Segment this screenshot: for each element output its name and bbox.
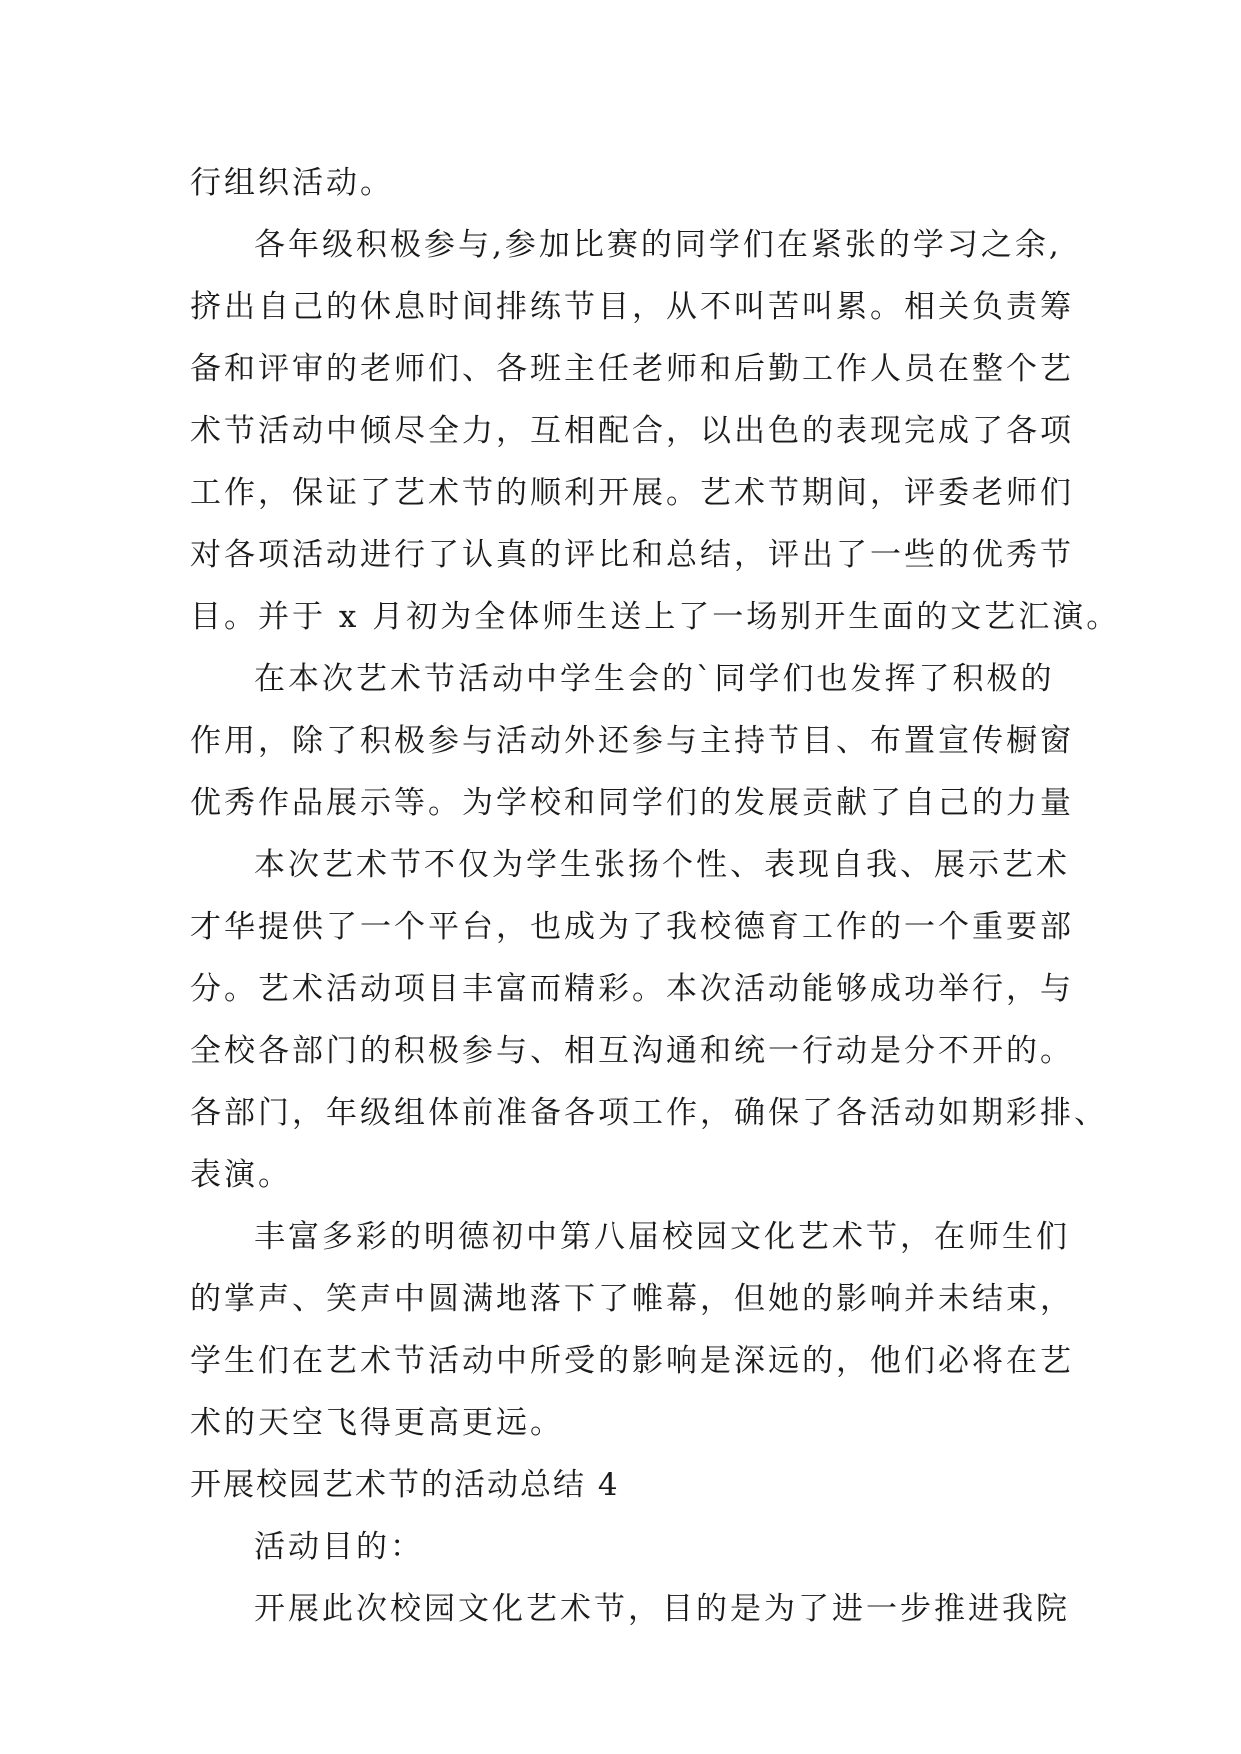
text-line: 对各项活动进行了认真的评比和总结，评出了一些的优秀节 [190,537,1074,573]
text-line: 开展此次校园文化艺术节，目的是为了进一步推进我院 [254,1591,1070,1627]
text-line: 的掌声、笑声中圆满地落下了帷幕，但她的影响并未结束， [190,1281,1074,1317]
section-heading: 开展校园艺术节的活动总结 4 [190,1467,620,1503]
text-line: 活动目的： [254,1529,424,1565]
text-line: 分。艺术活动项目丰富而精彩。本次活动能够成功举行，与 [190,971,1074,1007]
text-line: 工作，保证了艺术节的顺利开展。艺术节期间，评委老师们 [190,475,1074,511]
text-line: 各部门，年级组体前准备各项工作，确保了各活动如期彩排、 [190,1095,1108,1131]
text-line: 目。并于 x 月初为全体师生送上了一场别开生面的文艺汇演。 [190,599,1121,635]
text-line: 作用，除了积极参与活动外还参与主持节目、布置宣传橱窗 [190,723,1074,759]
text-line: 在本次艺术节活动中学生会的`同学们也发挥了积极的 [254,661,1055,697]
text-line: 才华提供了一个平台，也成为了我校德育工作的一个重要部 [190,909,1074,945]
text-line: 表演。 [190,1157,292,1193]
text-line: 术的天空飞得更高更远。 [190,1405,564,1441]
text-line: 挤出自己的休息时间排练节目，从不叫苦叫累。相关负责筹 [190,289,1074,325]
text-line: 术节活动中倾尽全力，互相配合，以出色的表现完成了各项 [190,413,1074,449]
text-line: 全校各部门的积极参与、相互沟通和统一行动是分不开的。 [190,1033,1074,1069]
text-line: 备和评审的老师们、各班主任老师和后勤工作人员在整个艺 [190,351,1074,387]
text-line: 优秀作品展示等。为学校和同学们的发展贡献了自己的力量 [190,785,1074,821]
text-line: 本次艺术节不仅为学生张扬个性、表现自我、展示艺术 [254,847,1070,883]
text-line: 丰富多彩的明德初中第八届校园文化艺术节，在师生们 [254,1219,1070,1255]
document-body [190,152,1121,1640]
text-line: 行组织活动。 [190,165,394,201]
text-line: 各年级积极参与,参加比赛的同学们在紧张的学习之余, [254,227,1062,263]
text-line: 学生们在艺术节活动中所受的影响是深远的，他们必将在艺 [190,1343,1074,1379]
